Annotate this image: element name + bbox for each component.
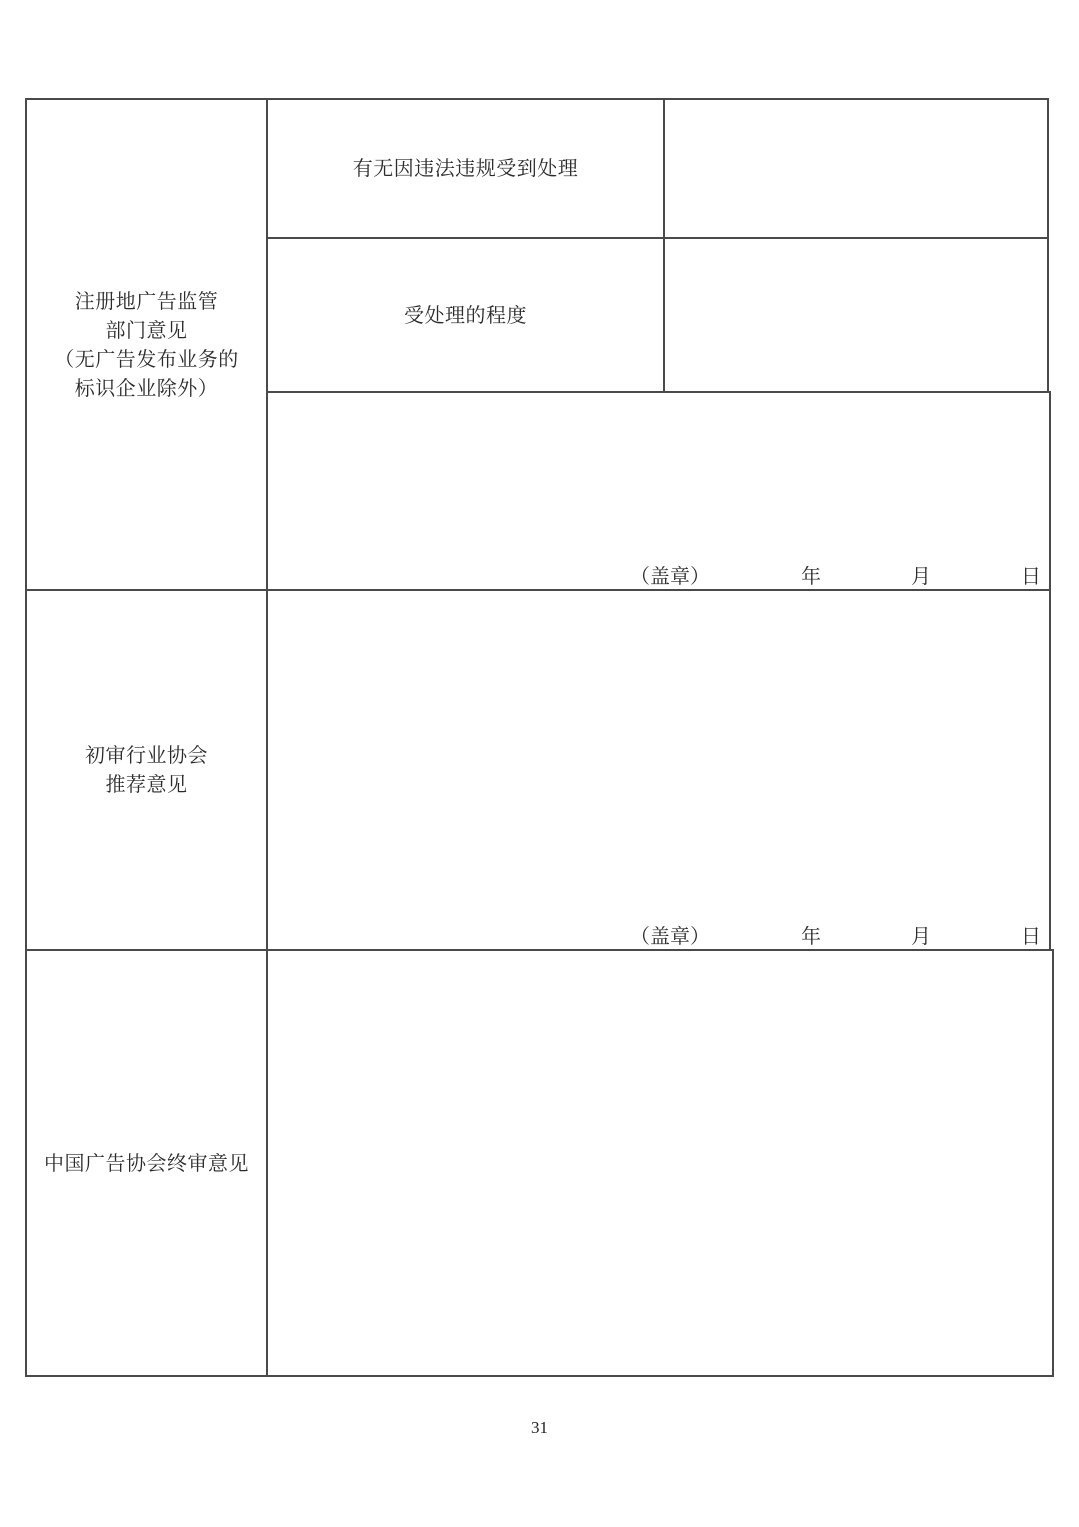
section3-label-cell [27,951,266,1375]
section1-label-line-4: 标识企业除外） [74,375,219,400]
section1-day-label: 日 [1021,564,1041,588]
section3-label: 中国广告协会终审意见 [44,1150,249,1175]
penalty-degree-question-cell [268,239,663,391]
page-number: 31 [531,1418,548,1437]
section1-label [54,287,239,403]
section2-year-label: 年 [801,924,821,948]
regulator-opinion-area[interactable] [268,393,1049,589]
section1-label-cell [27,100,266,589]
table-border-right-middle [1049,391,1051,951]
section1-month-label: 月 [911,564,931,588]
section2-stamp-label: （盖章） [630,924,710,948]
section1-year-label: 年 [801,564,821,588]
section2-label-line-2: 推荐意见 [105,772,188,796]
table-border-right-upper [1047,98,1049,393]
section1-stamp-label: （盖章） [630,564,710,588]
violation-question-cell [268,100,663,237]
section2-label [85,741,208,799]
section1-label-line-3: （无广告发布业务的 [54,346,239,371]
section2-label-cell [27,591,266,949]
section1-label-line-2: 部门意见 [105,317,188,342]
section2-day-label: 日 [1021,924,1041,948]
final-review-opinion-area[interactable] [268,951,1052,1375]
table-border-right-lower [1052,949,1054,1377]
section1-label-line-1: 注册地广告监管 [74,288,219,313]
table-border-bottom [25,1375,1054,1377]
association-opinion-area[interactable] [268,591,1049,949]
violation-answer-cell[interactable] [665,100,1047,237]
section2-label-line-1: 初审行业协会 [85,743,208,767]
violation-question: 有无因违法违规受到处理 [352,156,579,180]
penalty-degree-answer-cell[interactable] [665,239,1047,391]
section2-month-label: 月 [911,924,931,948]
penalty-degree-question: 受处理的程度 [404,302,527,327]
